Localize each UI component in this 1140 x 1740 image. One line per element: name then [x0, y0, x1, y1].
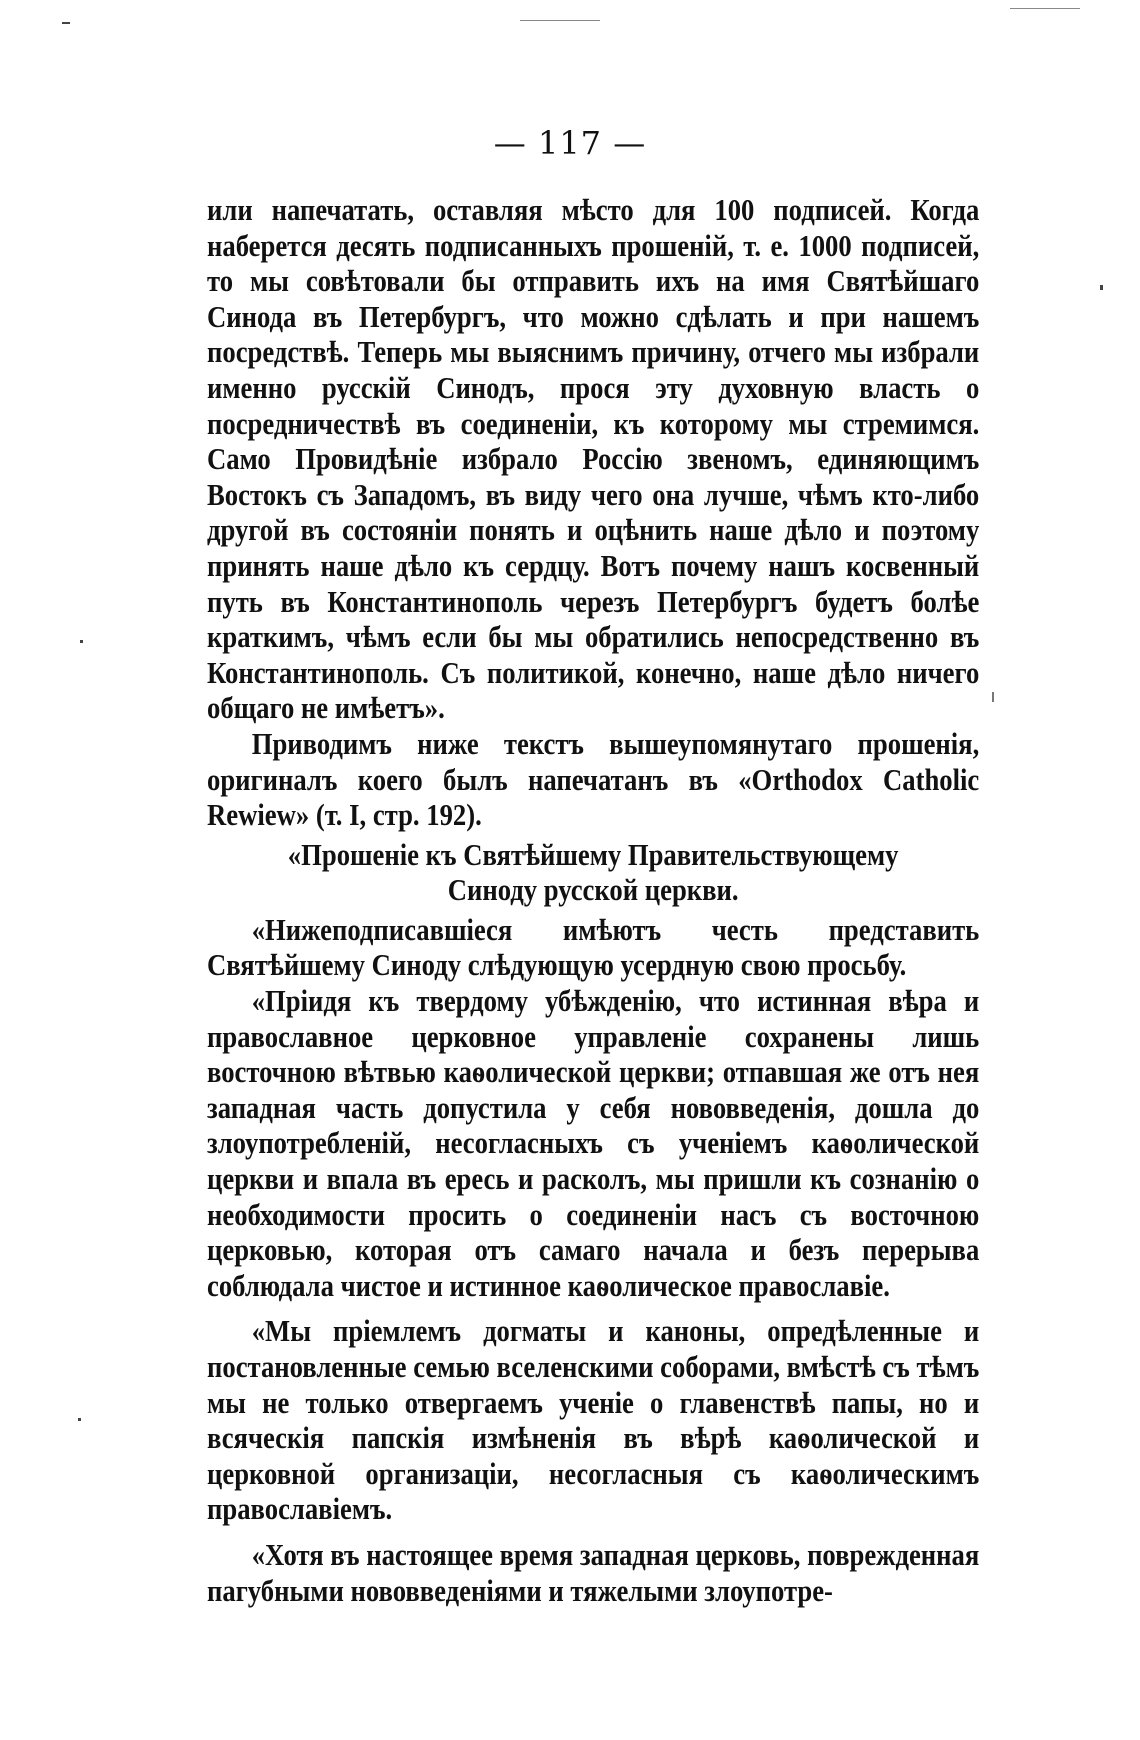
- petition-heading-line-1: «Прошеніе къ Святѣйшему Правительствующему: [287, 836, 899, 872]
- scan-mark-left-2: [78, 1418, 81, 1421]
- petition-paragraph-1: «Нижеподписавшіеся имѣютъ честь представить Святѣйшему Синоду слѣдующую усердную свою просьбу.: [207, 911, 980, 983]
- petition-heading-line-2: Синоду русской церкви.: [447, 872, 739, 908]
- scan-mark-right-2: [992, 692, 994, 702]
- scan-mark-top-center: [520, 20, 600, 21]
- petition-heading: [207, 837, 979, 908]
- scan-mark-left-1: [80, 640, 83, 643]
- scan-mark-right-1: [1100, 285, 1103, 290]
- petition-paragraph-2: «Пріидя къ твердому убѣжденію, что истинная вѣра и православное церковное управленіе сохранены лишь восточною вѣтвью каѳолической церкви; отпавшая же отъ нея западная часть допустила у себя нововведенія, дошла до злоупотребленій, несогласныхъ съ ученіемъ каѳолической церкви и впала въ ересь и расколъ, мы пришли къ сознанію о необходимости просить о соединеніи насъ съ восточною церковью, которая отъ самаго начала и безъ перерыва соблюдала чистое и истинное каѳолическое православіе.: [207, 983, 980, 1303]
- body-text: [207, 192, 980, 1608]
- petition-paragraph-4: «Хотя въ настоящее время западная церковь, поврежденная пагубными нововведеніями и тяжелыми злоупотре-: [207, 1536, 980, 1608]
- paragraph-intro: Приводимъ ниже текстъ вышеупомянутаго прошенія, оригиналъ коего былъ напечатанъ въ «Orthodox Catholic Rewiew» (т. I, стр. 192).: [207, 725, 980, 833]
- scan-mark-top-right: [1010, 8, 1080, 9]
- paragraph-continuation: или напечатать, оставляя мѣсто для 100 подписей. Когда наберется десять подписанныхъ прошеній, т. е. 1000 подписей, то мы совѣтовали бы отправить ихъ на имя Святѣйшаго Синода въ Петербургъ, что можно сдѣлать и при нашемъ посредствѣ. Теперь мы выяснимъ причину, отчего мы избрали именно русскій Синодъ, прося эту духовную власть о посредничествѣ въ соединеніи, къ которому мы стремимся. Само Провидѣніе избрало Россію звеномъ, единяющимъ Востокъ съ Западомъ, въ виду чего она лучше, чѣмъ кто-либо другой въ состояніи понять и оцѣнить наше дѣло и поэтому принять наше дѣло къ сердцу. Вотъ почему нашъ косвенный путь въ Константинополь черезъ Петербургъ будетъ болѣе краткимъ, чѣмъ если бы мы обратились непосредственно въ Константинополь. Съ политикой, конечно, наше дѣло ничего общаго не имѣетъ».: [207, 192, 980, 726]
- scan-mark-top-left: [62, 22, 70, 24]
- page-number: — 117 —: [493, 124, 647, 162]
- petition-paragraph-3: «Мы пріемлемъ догматы и каноны, опредѣленные и постановленные семью вселенскими соборами, вмѣстѣ съ тѣмъ мы не только отвергаемъ ученіе о главенствѣ папы, но и всяческія папскія измѣненія въ вѣрѣ каѳолической и церковной организаціи, несогласныя съ каѳолическимъ православіемъ.: [207, 1313, 980, 1527]
